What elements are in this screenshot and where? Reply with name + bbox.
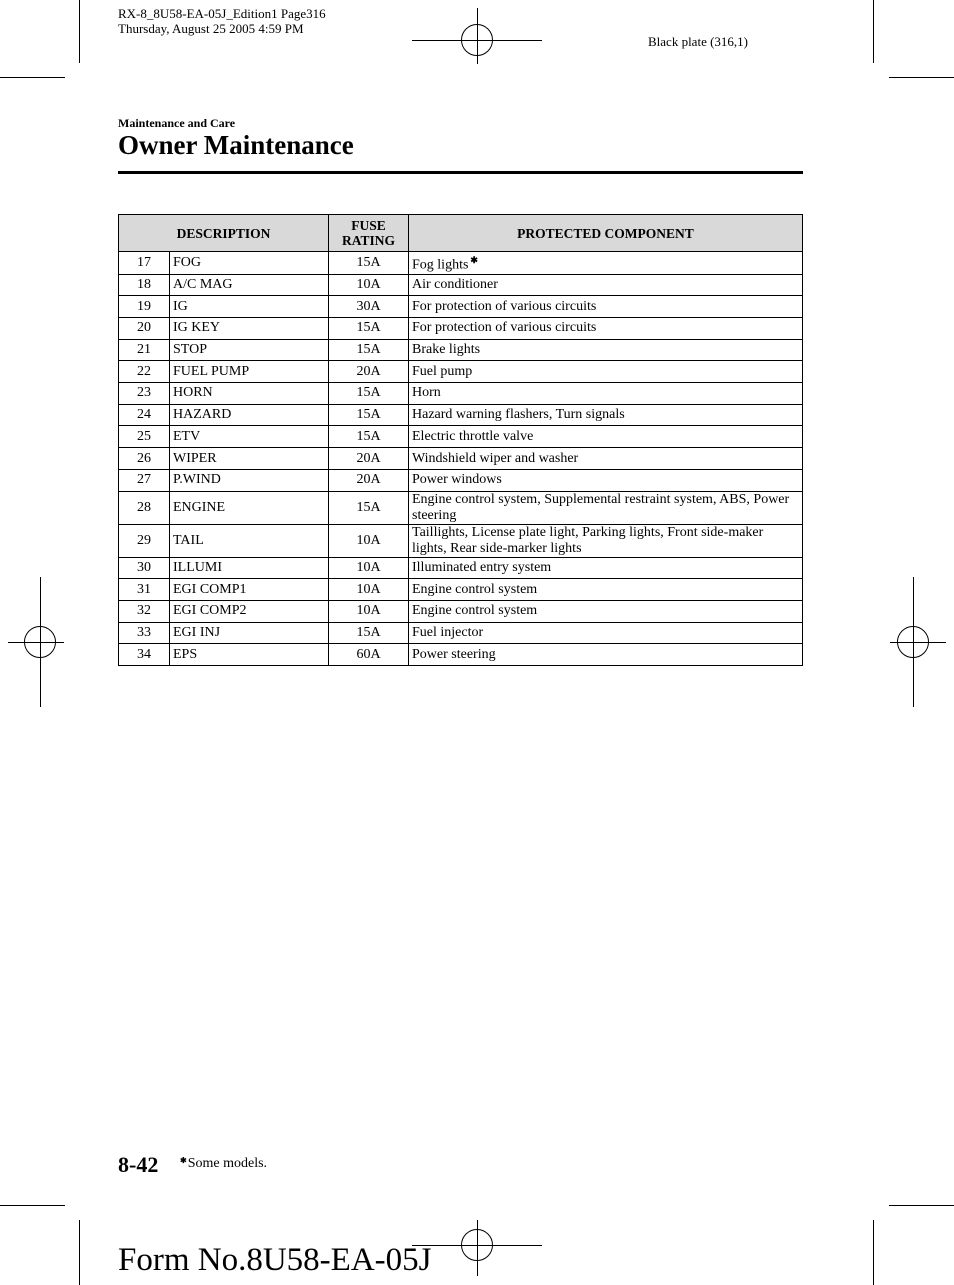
protected-component-cell-text: Illuminated entry system xyxy=(412,559,552,575)
fuse-description-cell-text: HORN xyxy=(173,385,213,401)
fuse-number-cell xyxy=(119,252,170,275)
fuse-number-cell xyxy=(119,361,170,383)
fuse-rating-cell-text: 20A xyxy=(356,472,381,488)
crop-mark xyxy=(0,77,65,78)
fuse-rating-cell-text: 10A xyxy=(356,581,381,597)
protected-component-cell-text: Power windows xyxy=(412,472,502,488)
fuse-rating-cell-text: 15A xyxy=(356,342,381,358)
registration-circle xyxy=(461,24,493,56)
fuse-rating-cell xyxy=(329,361,409,383)
table-row xyxy=(119,600,803,622)
fuse-rating-cell-text: 15A xyxy=(356,254,381,270)
fuse-number-cell xyxy=(119,491,170,524)
fuse-rating-cell xyxy=(329,557,409,579)
fuse-description-cell-text: EGI COMP2 xyxy=(173,603,247,619)
fuse-rating-cell-text: 10A xyxy=(356,559,381,575)
page-title: Owner Maintenance xyxy=(118,130,354,160)
protected-component-cell xyxy=(409,557,803,579)
protected-component-cell-text: Hazard warning flashers, Turn signals xyxy=(412,407,625,423)
fuse-number-cell xyxy=(119,557,170,579)
protected-component-cell-text: Engine control system xyxy=(412,603,538,619)
fuse-number-cell xyxy=(119,622,170,644)
fuse-number-cell xyxy=(119,296,170,318)
fuse-number-cell-text: 31 xyxy=(137,581,151,597)
protected-component-cell xyxy=(409,318,803,340)
fuse-description-cell xyxy=(170,296,329,318)
footnote-text: Some models. xyxy=(187,1156,268,1171)
fuse-description-cell-text: WIPER xyxy=(173,450,217,466)
fuse-description-cell xyxy=(170,622,329,644)
table-row xyxy=(119,426,803,448)
fuse-description-cell-text: EPS xyxy=(173,646,198,662)
fuse-number-cell-text: 23 xyxy=(137,385,151,401)
protected-component-cell xyxy=(409,644,803,666)
table-row xyxy=(119,579,803,601)
crop-mark xyxy=(873,0,874,63)
protected-component-cell xyxy=(409,296,803,318)
fuse-number-cell-text: 21 xyxy=(137,342,151,358)
fuse-number-cell-text: 32 xyxy=(137,603,151,619)
asterisk-icon: ✱ xyxy=(180,1156,187,1165)
fuse-rating-cell xyxy=(329,622,409,644)
fuse-rating-cell-text: 20A xyxy=(356,450,381,466)
fuse-number-cell xyxy=(119,448,170,470)
protected-component-cell-text: Taillights, License plate light, Parking lights, Front side-maker lights, Rear side-marker lights xyxy=(412,524,764,556)
fuse-rating-cell-text: 30A xyxy=(356,298,381,314)
protected-component-cell xyxy=(409,600,803,622)
protected-component-cell-text: Air conditioner xyxy=(412,277,498,292)
fuse-rating-cell-text: 15A xyxy=(356,499,381,515)
table-row xyxy=(119,622,803,644)
plate-label: Black plate (316,1) xyxy=(648,34,748,49)
fuse-number-cell xyxy=(119,318,170,340)
fuse-description-cell-text: FUEL PUMP xyxy=(173,363,250,379)
fuse-number-cell xyxy=(119,404,170,426)
asterisk-icon: ✱ xyxy=(470,255,478,265)
protected-component-cell xyxy=(409,622,803,644)
fuse-number-cell-text: 20 xyxy=(137,320,151,336)
fuse-description-cell xyxy=(170,579,329,601)
fuse-rating-cell-text: 15A xyxy=(356,428,381,444)
protected-component-cell xyxy=(409,361,803,383)
fuse-rating-cell xyxy=(329,579,409,601)
table-row xyxy=(119,448,803,470)
fuse-rating-cell-text: 10A xyxy=(356,603,381,619)
protected-component-cell xyxy=(409,469,803,491)
fuse-rating-cell xyxy=(329,383,409,405)
fuse-number-cell-text: 22 xyxy=(137,363,151,379)
protected-component-cell xyxy=(409,274,803,296)
table-row xyxy=(119,491,803,524)
fuse-rating-cell xyxy=(329,252,409,275)
protected-component-cell xyxy=(409,448,803,470)
fuse-description-cell-text: FOG xyxy=(173,254,202,270)
fuse-rating-cell xyxy=(329,469,409,491)
fuse-description-cell xyxy=(170,361,329,383)
registration-circle xyxy=(461,1229,493,1261)
fuse-rating-cell xyxy=(329,600,409,622)
form-number: Form No.8U58-EA-05J xyxy=(118,1242,432,1278)
table-header-row xyxy=(119,215,803,252)
fuse-number-cell-text: 34 xyxy=(137,646,151,662)
table-row xyxy=(119,274,803,296)
fuse-rating-cell xyxy=(329,274,409,296)
footnote xyxy=(178,1156,267,1172)
fuse-number-cell xyxy=(119,339,170,361)
fuse-description-cell-text: A/C MAG xyxy=(173,277,233,292)
fuse-description-cell-text: EGI COMP1 xyxy=(173,581,247,597)
fuse-number-cell-text: 25 xyxy=(137,428,151,444)
fuse-description-cell xyxy=(170,404,329,426)
column-header-protected-component: PROTECTED COMPONENT xyxy=(409,215,803,252)
table-row xyxy=(119,361,803,383)
page-number: 8-42 xyxy=(118,1152,159,1177)
fuse-rating-cell xyxy=(329,426,409,448)
protected-component-cell-text: Engine control system xyxy=(412,581,538,597)
fuse-description-cell-text: ILLUMI xyxy=(173,559,222,575)
fuse-number-cell-text: 30 xyxy=(137,559,151,575)
fuse-number-cell xyxy=(119,644,170,666)
fuse-number-cell-text: 17 xyxy=(137,254,151,270)
fuse-description-cell xyxy=(170,274,329,296)
print-info-line: Thursday, August 25 2005 4:59 PM xyxy=(118,21,304,36)
fuse-number-cell xyxy=(119,426,170,448)
section-label: Maintenance and Care xyxy=(118,116,236,130)
fuse-description-cell xyxy=(170,469,329,491)
fuse-rating-cell xyxy=(329,339,409,361)
fuse-table xyxy=(118,214,803,666)
fuse-number-cell xyxy=(119,469,170,491)
print-info-line: RX-8_8U58-EA-05J_Edition1 Page316 xyxy=(118,6,326,21)
fuse-number-cell-text: 18 xyxy=(137,277,151,292)
table-row xyxy=(119,524,803,557)
table-row xyxy=(119,339,803,361)
fuse-number-cell-text: 33 xyxy=(137,624,151,640)
protected-component-cell xyxy=(409,491,803,524)
table-row xyxy=(119,318,803,340)
fuse-description-cell-text: TAIL xyxy=(173,532,204,548)
fuse-description-cell xyxy=(170,491,329,524)
table-row xyxy=(119,383,803,405)
fuse-number-cell-text: 26 xyxy=(137,450,151,466)
fuse-description-cell-text: IG KEY xyxy=(173,320,221,336)
table-row xyxy=(119,252,803,275)
fuse-rating-cell xyxy=(329,524,409,557)
fuse-number-cell xyxy=(119,383,170,405)
fuse-description-cell-text: P.WIND xyxy=(173,472,221,488)
fuse-rating-cell xyxy=(329,448,409,470)
fuse-rating-cell-text: 15A xyxy=(356,385,381,401)
fuse-description-cell xyxy=(170,644,329,666)
crop-mark xyxy=(0,1205,65,1206)
protected-component-cell-text: Fog lights xyxy=(412,257,469,273)
protected-component-cell xyxy=(409,404,803,426)
fuse-rating-cell xyxy=(329,644,409,666)
fuse-rating-cell-text: 15A xyxy=(356,320,381,336)
fuse-number-cell-text: 27 xyxy=(137,472,151,488)
protected-component-cell-text: Engine control system, Supplemental restraint system, ABS, Power steering xyxy=(412,491,790,523)
fuse-rating-cell-text: 15A xyxy=(356,624,381,640)
fuse-description-cell-text: ENGINE xyxy=(173,499,226,515)
fuse-description-cell xyxy=(170,318,329,340)
protected-component-cell xyxy=(409,524,803,557)
protected-component-cell-text: Brake lights xyxy=(412,342,481,358)
table-row xyxy=(119,644,803,666)
fuse-number-cell xyxy=(119,579,170,601)
fuse-rating-cell-text: 20A xyxy=(356,363,381,379)
fuse-number-cell xyxy=(119,274,170,296)
column-header-description: DESCRIPTION xyxy=(119,215,329,252)
fuse-number-cell-text: 28 xyxy=(137,499,151,515)
fuse-description-cell xyxy=(170,600,329,622)
fuse-description-cell-text: EGI INJ xyxy=(173,624,221,640)
protected-component-cell xyxy=(409,252,803,275)
fuse-description-cell xyxy=(170,339,329,361)
fuse-rating-cell xyxy=(329,318,409,340)
fuse-rating-cell-text: 10A xyxy=(356,277,381,292)
print-info xyxy=(118,6,326,36)
fuse-rating-cell xyxy=(329,491,409,524)
fuse-number-cell-text: 29 xyxy=(137,532,151,548)
protected-component-cell-text: For protection of various circuits xyxy=(412,298,597,314)
fuse-description-cell-text: ETV xyxy=(173,428,201,444)
fuse-description-cell xyxy=(170,524,329,557)
table-row xyxy=(119,469,803,491)
protected-component-cell-text: Electric throttle valve xyxy=(412,428,534,444)
protected-component-cell xyxy=(409,383,803,405)
fuse-description-cell xyxy=(170,252,329,275)
protected-component-cell-text: Power steering xyxy=(412,646,496,662)
crop-mark xyxy=(79,1220,80,1285)
protected-component-cell-text: Windshield wiper and washer xyxy=(412,450,579,466)
table-row xyxy=(119,404,803,426)
protected-component-cell xyxy=(409,426,803,448)
fuse-description-cell xyxy=(170,426,329,448)
crop-mark xyxy=(889,1205,954,1206)
crop-mark xyxy=(889,77,954,78)
fuse-rating-cell-text: 15A xyxy=(356,407,381,423)
crop-mark xyxy=(873,1220,874,1285)
fuse-number-cell-text: 19 xyxy=(137,298,151,314)
fuse-description-cell xyxy=(170,557,329,579)
table-row xyxy=(119,557,803,579)
fuse-description-cell xyxy=(170,448,329,470)
protected-component-cell-text: Horn xyxy=(412,385,441,401)
fuse-description-cell-text: STOP xyxy=(173,342,207,358)
fuse-rating-cell-text: 10A xyxy=(356,532,381,548)
fuse-number-cell xyxy=(119,600,170,622)
protected-component-cell-text: Fuel injector xyxy=(412,624,484,640)
fuse-description-cell-text: IG xyxy=(173,298,188,314)
protected-component-cell-text: Fuel pump xyxy=(412,363,473,379)
fuse-description-cell-text: HAZARD xyxy=(173,407,232,423)
protected-component-cell-text: For protection of various circuits xyxy=(412,320,597,336)
protected-component-cell xyxy=(409,579,803,601)
registration-circle xyxy=(24,626,56,658)
fuse-rating-header-text: FUSE RATING xyxy=(341,218,395,248)
fuse-number-cell-text: 24 xyxy=(137,407,151,423)
fuse-table-body xyxy=(119,252,803,666)
protected-component-cell xyxy=(409,339,803,361)
column-header-fuse-rating xyxy=(329,215,409,252)
registration-circle xyxy=(897,626,929,658)
crop-mark xyxy=(79,0,80,63)
fuse-rating-cell xyxy=(329,404,409,426)
fuse-rating-cell xyxy=(329,296,409,318)
fuse-rating-cell-text: 60A xyxy=(356,646,381,662)
table-row xyxy=(119,296,803,318)
fuse-number-cell xyxy=(119,524,170,557)
title-rule xyxy=(118,171,803,174)
fuse-description-cell xyxy=(170,383,329,405)
